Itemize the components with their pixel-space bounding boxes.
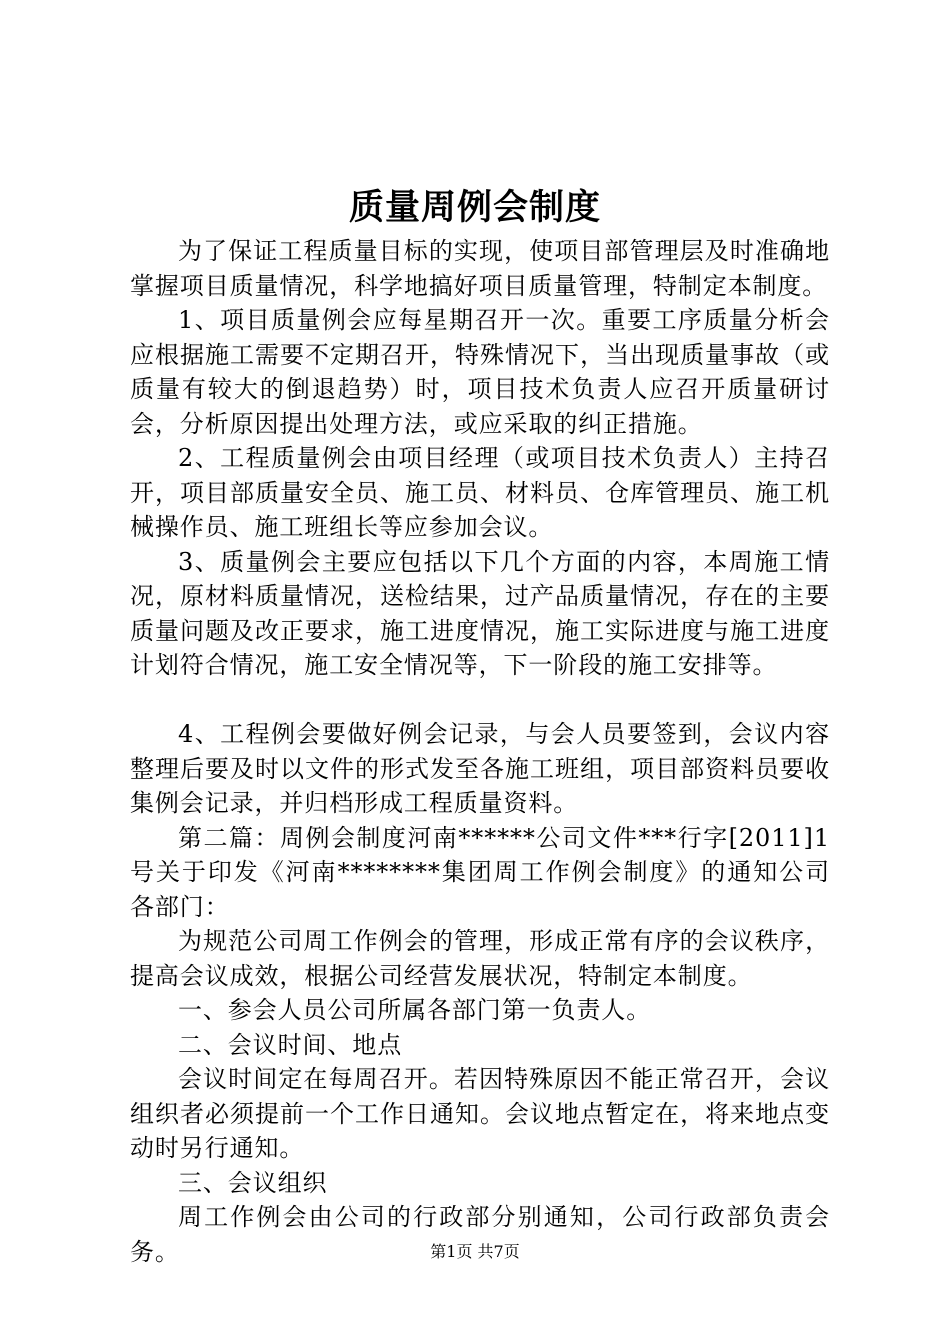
paragraph-item-4: 4、工程例会要做好例会记录，与会人员要签到，会议内容整理后要及时以文件的形式发至各施工班组，项目部资料员要收集例会记录，并归档形成工程质量资料。: [130, 720, 830, 817]
paragraph-organization: 周工作例会由公司的行政部分别通知，公司行政部负责会务。: [130, 1203, 830, 1266]
page-number: 第1页 共7页: [430, 1242, 520, 1261]
paragraph-second-article: 第二篇：周例会制度河南******公司文件***行字[2011]1号关于印发《河南********集团周工作例会制度》的通知公司各部门：: [130, 823, 830, 921]
paragraph-item-2: 2、工程质量例会由项目经理（或项目技术负责人）主持召开，项目部质量安全员、施工员、材料员、仓库管理员、施工机械操作员、施工班组长等应参加会议。: [130, 444, 830, 541]
document-title: 质量周例会制度: [348, 187, 601, 228]
paragraph-time-place: 会议时间定在每周召开。若因特殊原因不能正常召开，会议组织者必须提前一个工作日通知。会议地点暂定在，将来地点变动时另行通知。: [130, 1065, 830, 1162]
section-heading-time-place: 二、会议时间、地点: [178, 1030, 403, 1059]
paragraph-item-3: 3、质量例会主要应包括以下几个方面的内容，本周施工情况，原材料质量情况，送检结果，过产品质量情况，存在的主要质量问题及改正要求，施工进度情况，施工实际进度与施工进度计划符合情况，施工安全情况等，下一阶段的施工安排等。: [130, 547, 830, 679]
document-body: [130, 234, 830, 1269]
section-heading-attendees: 一、参会人员公司所属各部门第一负责人。: [178, 996, 652, 1024]
section-heading-organization: 三、会议组织: [178, 1168, 328, 1197]
paragraph-intro: 为了保证工程质量目标的实现，使项目部管理层及时准确地掌握项目质量情况，科学地搞好项目质量管理，特制定本制度。: [130, 237, 830, 300]
paragraph-purpose: 为规范公司周工作例会的管理，形成正常有序的会议秩序，提高会议成效，根据公司经营发展状况，特制定本制度。: [130, 927, 830, 990]
paragraph-item-1: 1、项目质量例会应每星期召开一次。重要工序质量分析会应根据施工需要不定期召开，特殊情况下，当出现质量事故（或质量有较大的倒退趋势）时，项目技术负责人应召开质量研讨会，分析原因提出处理方法，或应采取的纠正措施。: [130, 306, 830, 438]
